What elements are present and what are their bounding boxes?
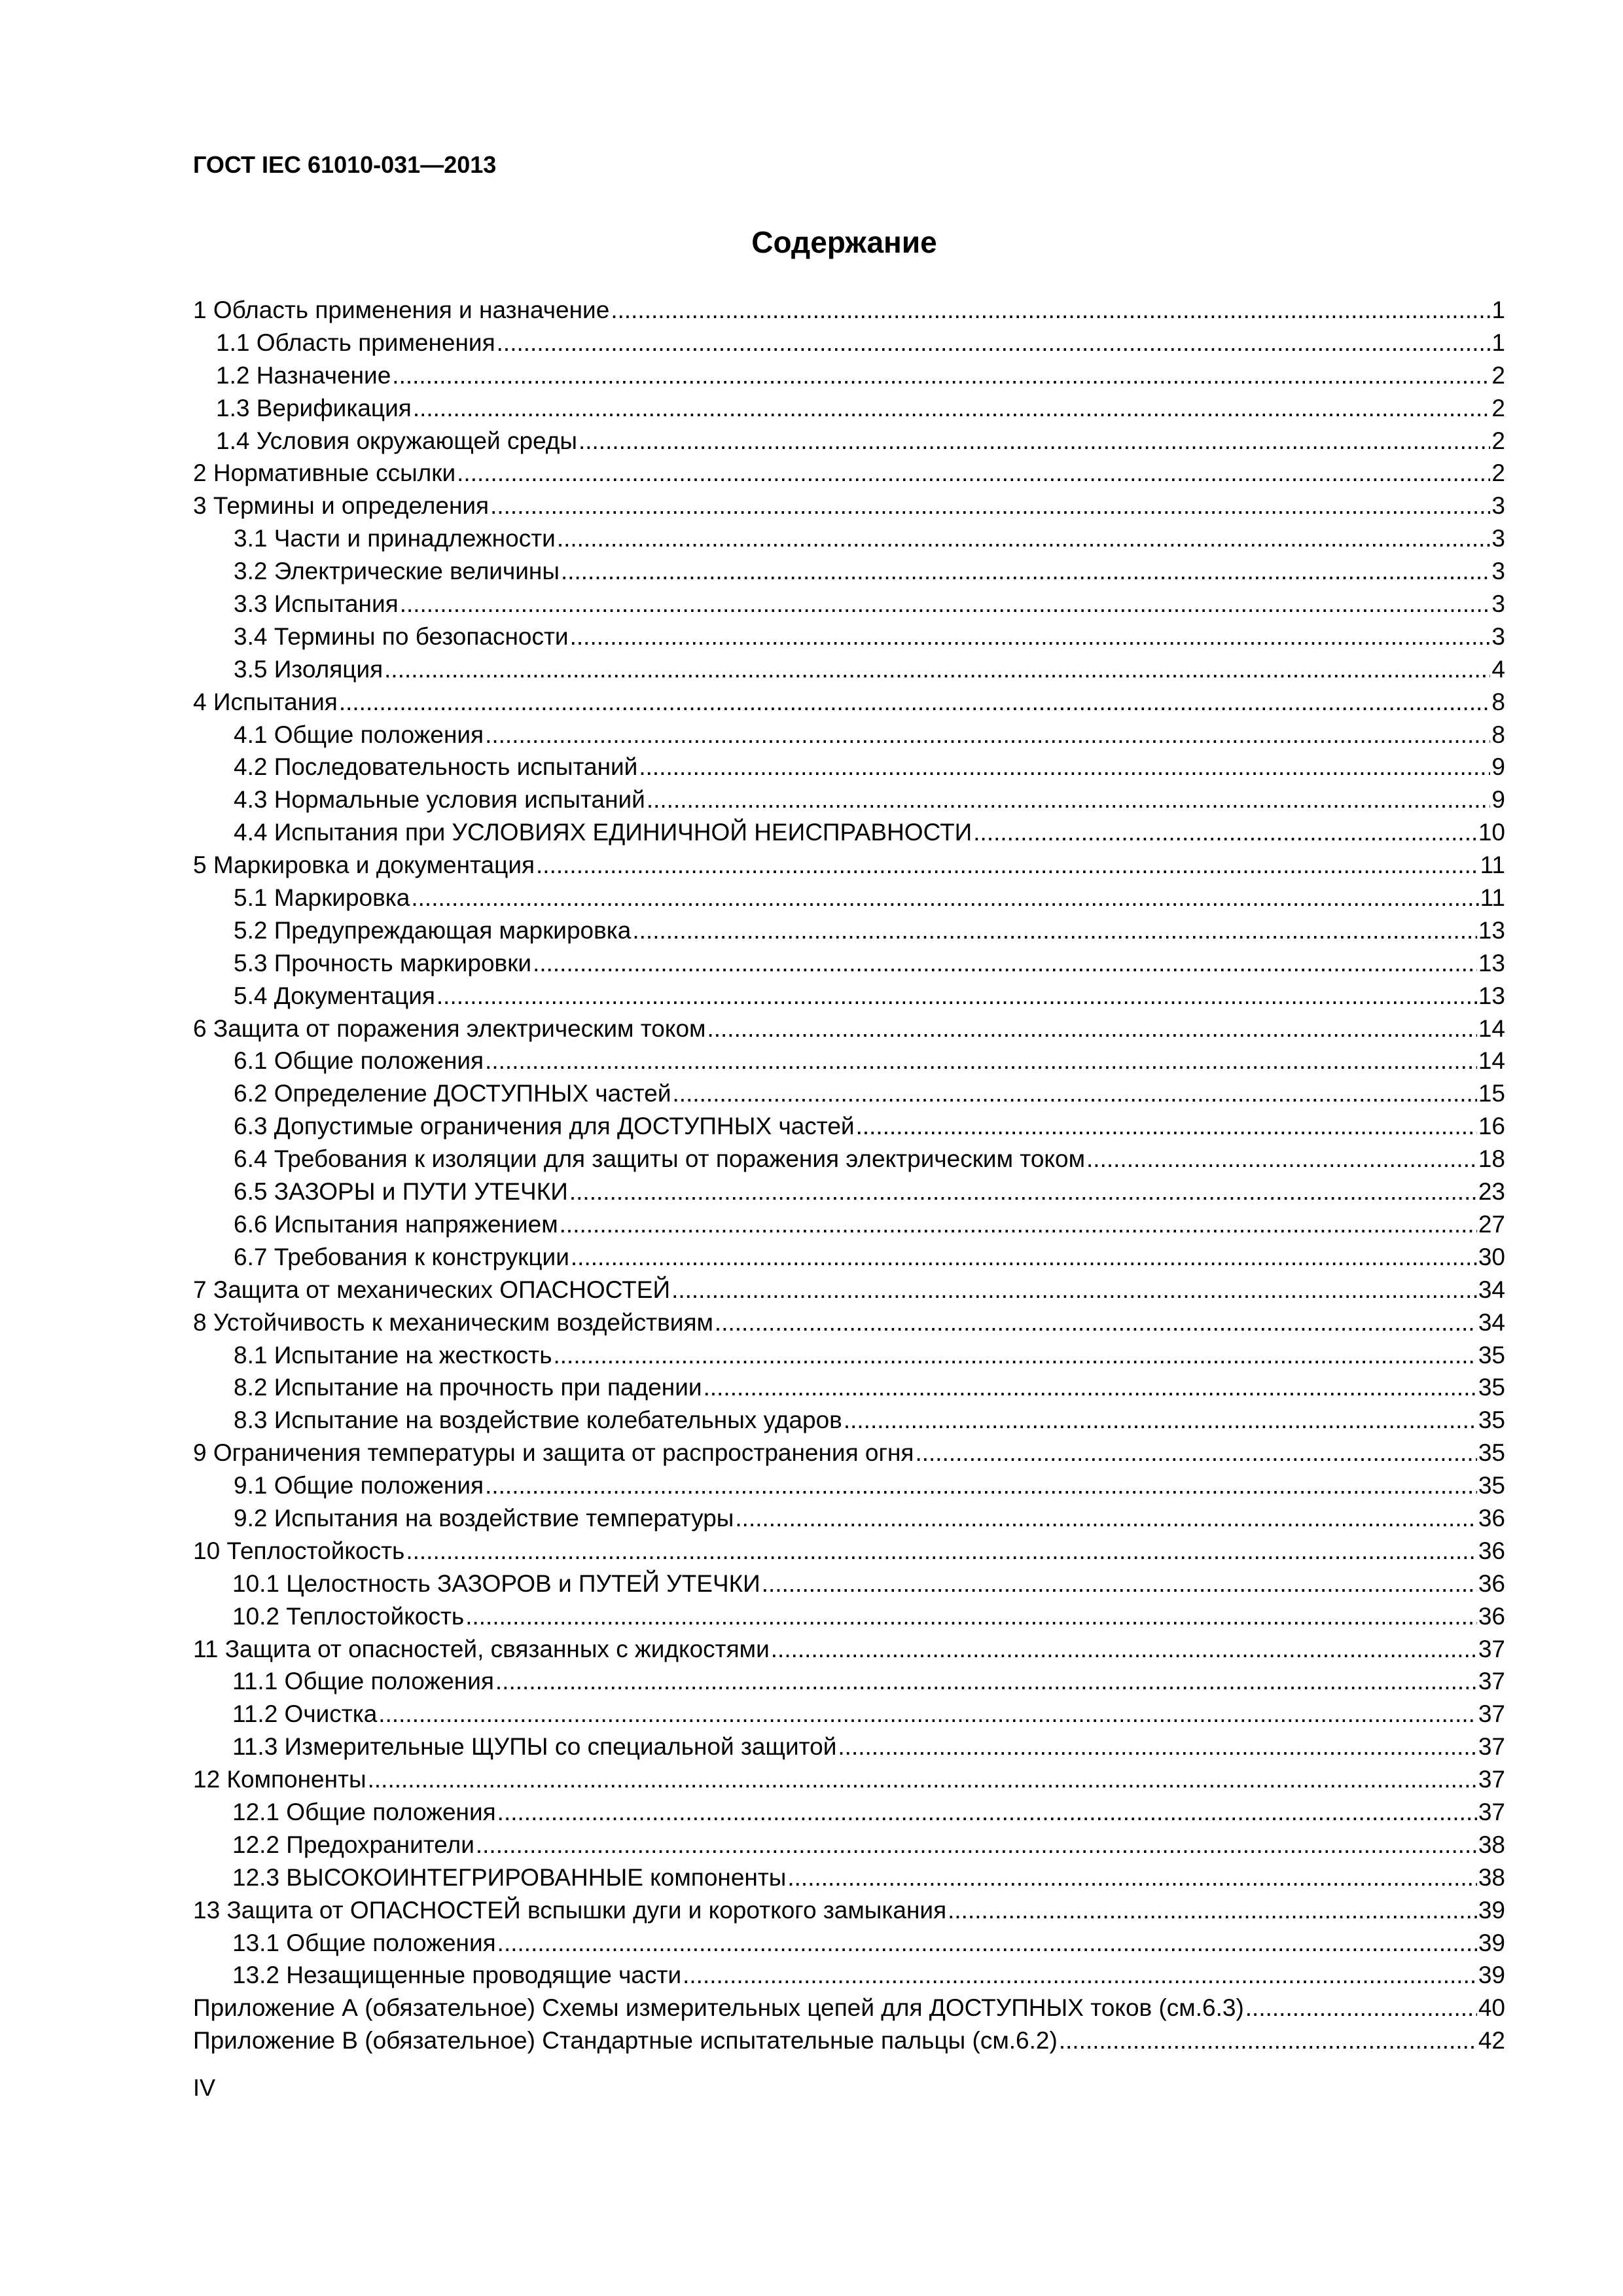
toc-leader-dots	[413, 392, 1491, 425]
toc-entry[interactable]	[193, 1339, 1505, 1372]
toc-entry-page: 13	[1478, 982, 1505, 1009]
toc-entry-page: 1	[1491, 329, 1505, 356]
toc-entry[interactable]	[193, 980, 1505, 1013]
toc-entry[interactable]	[193, 1861, 1505, 1894]
toc-entry[interactable]	[193, 1241, 1505, 1274]
toc-entry[interactable]	[193, 1208, 1505, 1241]
toc-leader-dots	[384, 653, 1490, 686]
toc-entry-page: 37	[1478, 1798, 1505, 1825]
toc-leader-dots	[762, 1568, 1477, 1600]
toc-entry[interactable]	[193, 751, 1505, 783]
toc-entry[interactable]	[193, 1633, 1505, 1666]
toc-entry-page: 2	[1491, 427, 1505, 454]
toc-entry-label: 6.2 Определение ДОСТУПНЫХ частей	[234, 1080, 671, 1107]
toc-entry-page: 35	[1478, 1374, 1505, 1401]
toc-entry-page: 13	[1478, 916, 1505, 944]
toc-entry[interactable]	[193, 457, 1505, 490]
toc-leader-dots	[533, 947, 1477, 980]
toc-entry-label: 11.2 Очистка	[232, 1700, 378, 1728]
toc-leader-dots	[632, 914, 1476, 947]
toc-leader-dots	[557, 522, 1491, 555]
toc-entry[interactable]	[193, 1763, 1505, 1796]
toc-leader-dots	[437, 980, 1477, 1013]
toc-leader-dots	[856, 1110, 1477, 1143]
toc-leader-dots	[948, 1894, 1477, 1927]
toc-entry-label: 3 Термины и определения	[193, 492, 490, 520]
toc-entry-page: 23	[1478, 1178, 1505, 1206]
toc-entry-page: 2	[1491, 361, 1505, 389]
toc-entry-label: Приложение В (обязательное) Стандартные испытательные пальцы (см.6.2)	[193, 2027, 1058, 2054]
toc-entry[interactable]	[193, 1013, 1505, 1045]
toc-entry-label: 7 Защита от механических ОПАСНОСТЕЙ	[193, 1276, 671, 1303]
toc-leader-dots	[647, 783, 1491, 816]
toc-entry-label: 8.1 Испытание на жесткость	[234, 1341, 552, 1369]
toc-leader-dots	[973, 816, 1477, 849]
toc-entry-label: 5.2 Предупреждающая маркировка	[234, 916, 632, 944]
toc-entry[interactable]	[193, 686, 1505, 719]
toc-entry[interactable]	[193, 1045, 1505, 1077]
toc-entry[interactable]	[193, 359, 1505, 392]
toc-entry-page: 37	[1478, 1635, 1505, 1662]
toc-entry-page: 37	[1478, 1766, 1505, 1793]
toc-entry-page: 3	[1491, 525, 1505, 552]
toc-entry-page: 8	[1491, 721, 1505, 748]
toc-entry-page: 3	[1491, 590, 1505, 618]
toc-leader-dots	[915, 1437, 1476, 1469]
toc-entry-label: 3.4 Термины по безопасности	[234, 622, 569, 650]
toc-entry-label: 4.2 Последовательность испытаний	[234, 753, 638, 781]
toc-entry[interactable]	[193, 1371, 1505, 1404]
toc-entry-label: 6.4 Требования к изоляции для защиты от поражения электрическим током	[234, 1145, 1086, 1173]
toc-leader-dots	[485, 1469, 1477, 1502]
toc-entry[interactable]	[193, 490, 1505, 522]
toc-entry-page: 36	[1478, 1537, 1505, 1564]
toc-entry-label: Приложение А (обязательное) Схемы измерительных цепей для ДОСТУПНЫХ токов (см.6.3)	[193, 1994, 1244, 2022]
toc-entry[interactable]	[193, 1077, 1505, 1110]
toc-leader-dots	[553, 1339, 1476, 1372]
toc-entry-page: 9	[1491, 753, 1505, 781]
page-number: IV	[193, 2074, 216, 2101]
toc-entry[interactable]	[193, 1175, 1505, 1208]
toc-entry[interactable]	[193, 1992, 1505, 2024]
toc-entry[interactable]	[193, 1437, 1505, 1469]
toc-entry-label: 6.6 Испытания напряжением	[234, 1210, 558, 1238]
toc-entry[interactable]	[193, 1959, 1505, 1992]
toc-leader-dots	[561, 555, 1490, 588]
toc-leader-dots	[838, 1731, 1476, 1763]
toc-entry-label: 6.7 Требования к конструкции	[234, 1243, 569, 1270]
document-code: ГОСТ IEC 61010-031—2013	[193, 151, 497, 178]
toc-entry-label: 1 Область применения и назначение	[193, 296, 610, 323]
toc-entry-label: 10.2 Теплостойкость	[232, 1602, 465, 1630]
toc-entry-label: 4.1 Общие положения	[234, 721, 484, 748]
toc-entry-page: 2	[1491, 394, 1505, 422]
toc-entry-label: 4.4 Испытания при УСЛОВИЯХ ЕДИНИЧНОЙ НЕИСПРАВНОСТИ	[234, 819, 972, 846]
toc-entry-page: 38	[1478, 1863, 1505, 1891]
toc-leader-dots	[485, 719, 1490, 751]
toc-entry-page: 42	[1478, 2027, 1505, 2054]
toc-leader-dots	[715, 1306, 1477, 1339]
toc-entry[interactable]	[193, 849, 1505, 882]
toc-entry-page: 39	[1478, 1962, 1505, 1989]
toc-entry-label: 2 Нормативные ссылки	[193, 459, 456, 487]
toc-entry-label: 13 Защита от ОПАСНОСТЕЙ вспышки дуги и короткого замыкания	[193, 1896, 947, 1924]
toc-entry-label: 10.1 Целостность ЗАЗОРОВ и ПУТЕЙ УТЕЧКИ	[232, 1570, 760, 1597]
toc-entry[interactable]	[193, 294, 1505, 327]
toc-entry-label: 1.2 Назначение	[216, 361, 391, 389]
toc-entry-label: 3.5 Изоляция	[234, 655, 383, 683]
toc-entry[interactable]	[193, 1469, 1505, 1502]
toc-entry[interactable]	[193, 555, 1505, 588]
toc-entry-label: 11 Защита от опасностей, связанных с жидкостями	[193, 1635, 770, 1662]
toc-entry[interactable]	[193, 1600, 1505, 1633]
toc-entry[interactable]	[193, 914, 1505, 947]
toc-entry-page: 38	[1478, 1831, 1505, 1858]
toc-entry-page: 10	[1478, 819, 1505, 846]
toc-entry[interactable]	[193, 653, 1505, 686]
toc-leader-dots	[536, 849, 1479, 882]
toc-entry-page: 37	[1478, 1700, 1505, 1728]
toc-entry[interactable]	[193, 719, 1505, 751]
toc-leader-dots	[378, 1698, 1477, 1731]
toc-entry-page: 35	[1478, 1439, 1505, 1467]
toc-entry[interactable]	[193, 1665, 1505, 1698]
toc-entry-label: 1.3 Верификация	[216, 394, 412, 422]
toc-entry-label: 11.1 Общие положения	[232, 1668, 494, 1695]
toc-entry-label: 5.4 Документация	[234, 982, 435, 1009]
toc-entry[interactable]	[193, 620, 1505, 653]
toc-entry-page: 11	[1480, 884, 1505, 912]
toc-entry-page: 4	[1491, 655, 1505, 683]
toc-leader-dots	[1245, 1992, 1477, 2024]
toc-leader-dots	[569, 1175, 1477, 1208]
toc-entry-page: 34	[1478, 1308, 1505, 1336]
toc-leader-dots	[571, 1241, 1477, 1274]
toc-entry-label: 9 Ограничения температуры и защита от распространения огня	[193, 1439, 914, 1467]
toc-entry-label: 5.1 Маркировка	[234, 884, 410, 912]
toc-entry[interactable]	[193, 425, 1505, 457]
toc-entry-label: 5.3 Прочность маркировки	[234, 949, 532, 977]
toc-entry[interactable]	[193, 327, 1505, 359]
toc-entry[interactable]	[193, 1404, 1505, 1437]
toc-leader-dots	[1059, 2024, 1477, 2057]
toc-entry-page: 1	[1491, 296, 1505, 323]
toc-entry-label: 12.1 Общие положения	[232, 1798, 496, 1825]
toc-entry-page: 13	[1478, 949, 1505, 977]
toc-leader-dots	[579, 425, 1490, 457]
toc-leader-dots	[735, 1502, 1476, 1535]
toc-leader-dots	[495, 1665, 1477, 1698]
toc-entry-label: 6.5 ЗАЗОРЫ и ПУТИ УТЕЧКИ	[234, 1178, 568, 1206]
toc-entry-page: 2	[1491, 459, 1505, 487]
toc-entry-label: 8.2 Испытание на прочность при падении	[234, 1374, 702, 1401]
toc-entry[interactable]	[193, 1568, 1505, 1600]
toc-entry-page: 14	[1478, 1047, 1505, 1075]
toc-entry[interactable]	[193, 1698, 1505, 1731]
toc-entry-label: 8.3 Испытание на воздействие колебательных ударов	[234, 1407, 842, 1434]
toc-entry[interactable]	[193, 1110, 1505, 1143]
toc-entry-page: 37	[1478, 1733, 1505, 1761]
toc-entry[interactable]	[193, 1143, 1505, 1175]
toc-entry-label: 6.1 Общие положения	[234, 1047, 484, 1075]
toc-entry-page: 11	[1480, 852, 1505, 879]
toc-entry-page: 39	[1478, 1896, 1505, 1924]
toc-entry-page: 3	[1491, 492, 1505, 520]
table-of-contents	[193, 294, 1505, 2057]
toc-leader-dots	[339, 686, 1491, 719]
toc-leader-dots	[465, 1600, 1477, 1633]
toc-leader-dots	[476, 1829, 1477, 1861]
toc-entry-page: 3	[1491, 622, 1505, 650]
toc-entry[interactable]	[193, 392, 1505, 425]
toc-entry-label: 1.4 Условия окружающей среды	[216, 427, 577, 454]
toc-leader-dots	[787, 1861, 1476, 1894]
toc-leader-dots	[400, 588, 1491, 620]
toc-entry-page: 14	[1478, 1014, 1505, 1042]
toc-leader-dots	[497, 1796, 1477, 1829]
toc-entry[interactable]	[193, 1829, 1505, 1861]
toc-entry[interactable]	[193, 1274, 1505, 1306]
toc-entry[interactable]	[193, 1894, 1505, 1927]
toc-entry-page: 35	[1478, 1472, 1505, 1499]
toc-leader-dots	[560, 1208, 1477, 1241]
toc-entry-label: 3.1 Части и принадлежности	[234, 525, 556, 552]
toc-entry-label: 1.1 Область применения	[216, 329, 495, 356]
toc-leader-dots	[1086, 1143, 1477, 1175]
toc-entry-page: 35	[1478, 1341, 1505, 1369]
toc-entry-page: 27	[1478, 1210, 1505, 1238]
toc-entry-label: 4.3 Нормальные условия испытаний	[234, 786, 645, 814]
toc-entry[interactable]	[193, 588, 1505, 620]
toc-entry-page: 35	[1478, 1407, 1505, 1434]
toc-entry-label: 10 Теплостойкость	[193, 1537, 405, 1564]
toc-leader-dots	[485, 1045, 1477, 1077]
toc-entry-label: 6.3 Допустимые ограничения для ДОСТУПНЫХ частей	[234, 1113, 855, 1140]
toc-entry-page: 34	[1478, 1276, 1505, 1303]
toc-entry[interactable]	[193, 1927, 1505, 1960]
toc-entry-page: 15	[1478, 1080, 1505, 1107]
toc-title: Содержание	[751, 225, 937, 259]
toc-entry-label: 12.2 Предохранители	[232, 1831, 474, 1858]
toc-leader-dots	[497, 1927, 1477, 1960]
toc-leader-dots	[673, 1077, 1477, 1110]
toc-entry[interactable]	[193, 1306, 1505, 1339]
toc-entry[interactable]	[193, 2024, 1505, 2057]
toc-entry[interactable]	[193, 522, 1505, 555]
toc-leader-dots	[490, 490, 1490, 522]
toc-entry-label: 13.2 Незащищенные проводящие части	[232, 1962, 682, 1989]
toc-leader-dots	[683, 1959, 1477, 1992]
toc-leader-dots	[844, 1404, 1477, 1437]
toc-entry[interactable]	[193, 1731, 1505, 1763]
toc-entry-label: 5 Маркировка и документация	[193, 852, 535, 879]
toc-entry-page: 9	[1491, 786, 1505, 814]
toc-entry-label: 11.3 Измерительные ЩУПЫ со специальной защитой	[232, 1733, 837, 1761]
toc-leader-dots	[411, 882, 1478, 914]
toc-leader-dots	[704, 1371, 1477, 1404]
toc-entry[interactable]	[193, 947, 1505, 980]
toc-entry-label: 9.2 Испытания на воздействие температуры	[234, 1504, 734, 1532]
toc-entry-label: 13.1 Общие положения	[232, 1929, 496, 1956]
toc-leader-dots	[497, 327, 1491, 359]
toc-entry-page: 36	[1478, 1504, 1505, 1532]
toc-entry[interactable]	[193, 1502, 1505, 1535]
toc-leader-dots	[392, 359, 1490, 392]
toc-leader-dots	[406, 1535, 1477, 1568]
toc-leader-dots	[611, 294, 1490, 327]
toc-entry-page: 36	[1478, 1570, 1505, 1597]
toc-entry-label: 8 Устойчивость к механическим воздействиям	[193, 1308, 713, 1336]
toc-leader-dots	[671, 1274, 1477, 1306]
toc-leader-dots	[368, 1763, 1477, 1796]
toc-leader-dots	[639, 751, 1490, 783]
toc-entry-page: 3	[1491, 558, 1505, 585]
toc-entry-page: 37	[1478, 1668, 1505, 1695]
toc-entry-label: 6 Защита от поражения электрическим током	[193, 1014, 706, 1042]
toc-entry-page: 8	[1491, 688, 1505, 715]
toc-entry-page: 39	[1478, 1929, 1505, 1956]
toc-leader-dots	[707, 1013, 1476, 1045]
toc-entry[interactable]	[193, 1796, 1505, 1829]
toc-entry[interactable]	[193, 882, 1505, 914]
toc-entry-page: 16	[1478, 1113, 1505, 1140]
toc-entry-label: 4 Испытания	[193, 688, 338, 715]
toc-leader-dots	[771, 1633, 1477, 1666]
toc-entry-label: 9.1 Общие положения	[234, 1472, 484, 1499]
toc-leader-dots	[570, 620, 1491, 653]
toc-entry-label: 3.3 Испытания	[234, 590, 399, 618]
toc-leader-dots	[457, 457, 1490, 490]
toc-entry[interactable]	[193, 1535, 1505, 1568]
toc-entry-page: 36	[1478, 1602, 1505, 1630]
toc-entry-page: 18	[1478, 1145, 1505, 1173]
toc-entry-page: 30	[1478, 1243, 1505, 1270]
toc-entry-page: 40	[1478, 1994, 1505, 2022]
toc-entry[interactable]	[193, 816, 1505, 849]
toc-entry-label: 12.3 ВЫСОКОИНТЕГРИРОВАННЫЕ компоненты	[232, 1863, 787, 1891]
toc-entry[interactable]	[193, 783, 1505, 816]
toc-entry-label: 3.2 Электрические величины	[234, 558, 560, 585]
toc-entry-label: 12 Компоненты	[193, 1766, 366, 1793]
